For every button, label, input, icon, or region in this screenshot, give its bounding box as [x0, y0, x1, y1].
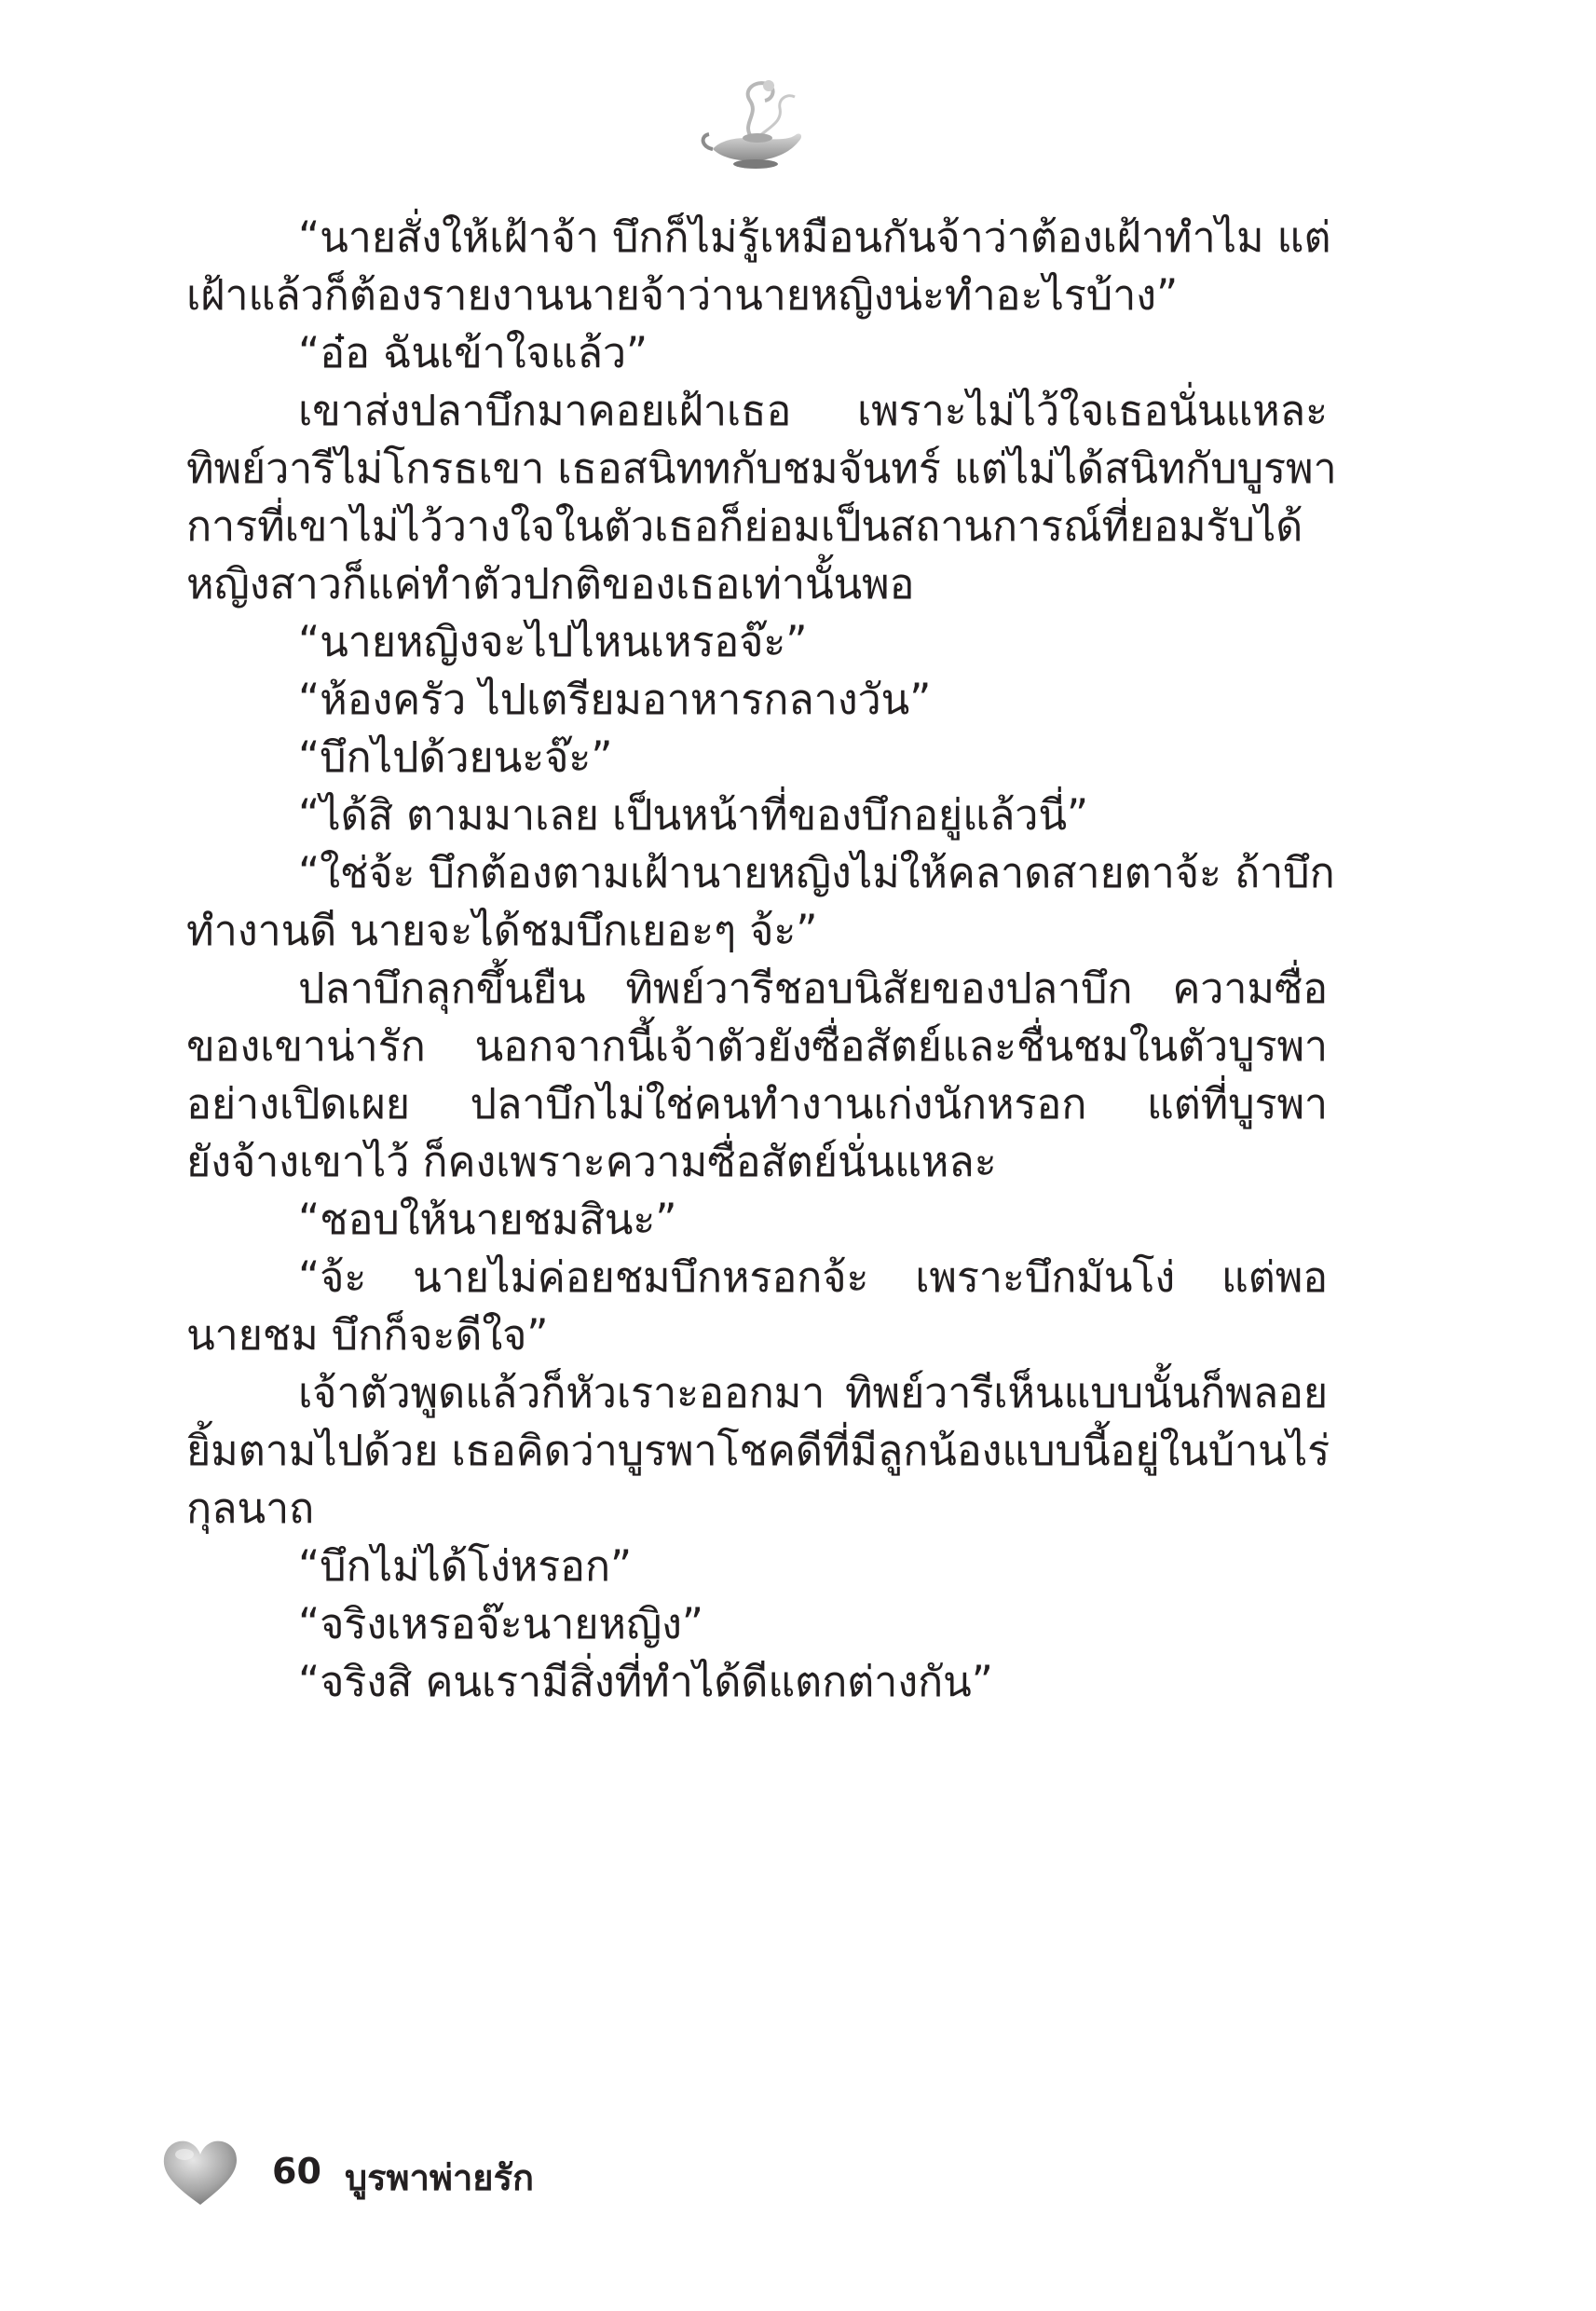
magic-lamp-icon — [694, 73, 815, 175]
page-number: 60 — [272, 2151, 321, 2192]
text-line: “ชอบให้นายชมสินะ” — [298, 1195, 677, 1244]
text-line: ยังจ้างเขาไว้ ก็คงเพราะความซื่อสัตย์นั่นแหละ — [186, 1137, 997, 1186]
text-line: “จ้ะ นายไม่ค่อยชมบึกหรอกจ้ะ เพราะบึกมันโง่ แต่พอ — [298, 1252, 1328, 1302]
text-line: เจ้าตัวพูดแล้วก็หัวเราะออกมา ทิพย์วารีเห็นแบบนั้นก็พลอย — [298, 1368, 1328, 1417]
heart-icon — [158, 2134, 242, 2208]
page-footer — [158, 2134, 717, 2218]
text-line: “นายหญิงจะไปไหนเหรอจ๊ะ” — [298, 617, 808, 666]
text-line: กุลนาถ — [186, 1484, 315, 1533]
text-line: หญิงสาวก็แค่ทำตัวปกติของเธอเท่านั้นพอ — [186, 559, 915, 609]
text-line: ยิ้มตามไปด้วย เธอคิดว่าบูรพาโชคดีที่มีลูกน้องแบบนี้อยู่ในบ้านไร่ — [186, 1426, 1330, 1475]
text-line: อย่างเปิดเผย ปลาบึกไม่ใช่คนทำงานเก่งนักหรอก แต่ที่บูรพา — [186, 1079, 1328, 1128]
text-line: “จริงสิ คนเรามีสิ่งที่ทำได้ดีแตกต่างกัน” — [298, 1657, 993, 1706]
text-line: ทิพย์วารีไม่โกรธเขา เธอสนิททกับชมจันทร์ แต่ไม่ได้สนิทกับบูรพา — [186, 444, 1337, 493]
text-line: “ใช่จ้ะ บึกต้องตามเฝ้านายหญิงไม่ให้คลาดสายตาจ้ะ ถ้าบึก — [298, 848, 1335, 897]
text-line: “บึกไม่ได้โง่หรอก” — [298, 1541, 633, 1591]
text-line: “จริงเหรอจ๊ะนายหญิง” — [298, 1599, 703, 1648]
book-title: บูรพาพ่ายรัก — [345, 2157, 534, 2198]
text-line: “ห้องครัว ไปเตรียมอาหารกลางวัน” — [298, 675, 932, 724]
text-line: การที่เขาไม่ไว้วางใจในตัวเธอก็ย่อมเป็นสถานการณ์ที่ยอมรับได้ — [186, 501, 1303, 551]
text-line: นายชม บึกก็จะดีใจ” — [186, 1310, 549, 1360]
text-line: เฝ้าแล้วก็ต้องรายงานนายจ้าว่านายหญิงน่ะทำอะไรบ้าง” — [186, 270, 1179, 320]
text-line: เขาส่งปลาบึกมาคอยเฝ้าเธอ เพราะไม่ไว้ใจเธอนั่นแหละ — [298, 386, 1328, 435]
text-line: “บึกไปด้วยนะจ๊ะ” — [298, 732, 613, 782]
text-line: “นายสั่งให้เฝ้าจ้า บึกก็ไม่รู้เหมือนกันจ้าว่าต้องเฝ้าทำไม แต่ — [298, 212, 1331, 262]
text-line: ปลาบึกลุกขึ้นยืน ทิพย์วารีชอบนิสัยของปลาบึก ความซื่อ — [298, 964, 1328, 1013]
text-line: ของเขาน่ารัก นอกจากนี้เจ้าตัวยังซื่อสัตย์และชื่นชมในตัวบูรพา — [186, 1021, 1328, 1071]
text-line: “ได้สิ ตามมาเลย เป็นหน้าที่ของบึกอยู่แล้วนี่” — [298, 790, 1089, 840]
text-line: ทำงานดี นายจะได้ชมบึกเยอะๆ จ้ะ” — [186, 906, 818, 955]
text-line: “อ๋อ ฉันเข้าใจแล้ว” — [298, 328, 648, 377]
